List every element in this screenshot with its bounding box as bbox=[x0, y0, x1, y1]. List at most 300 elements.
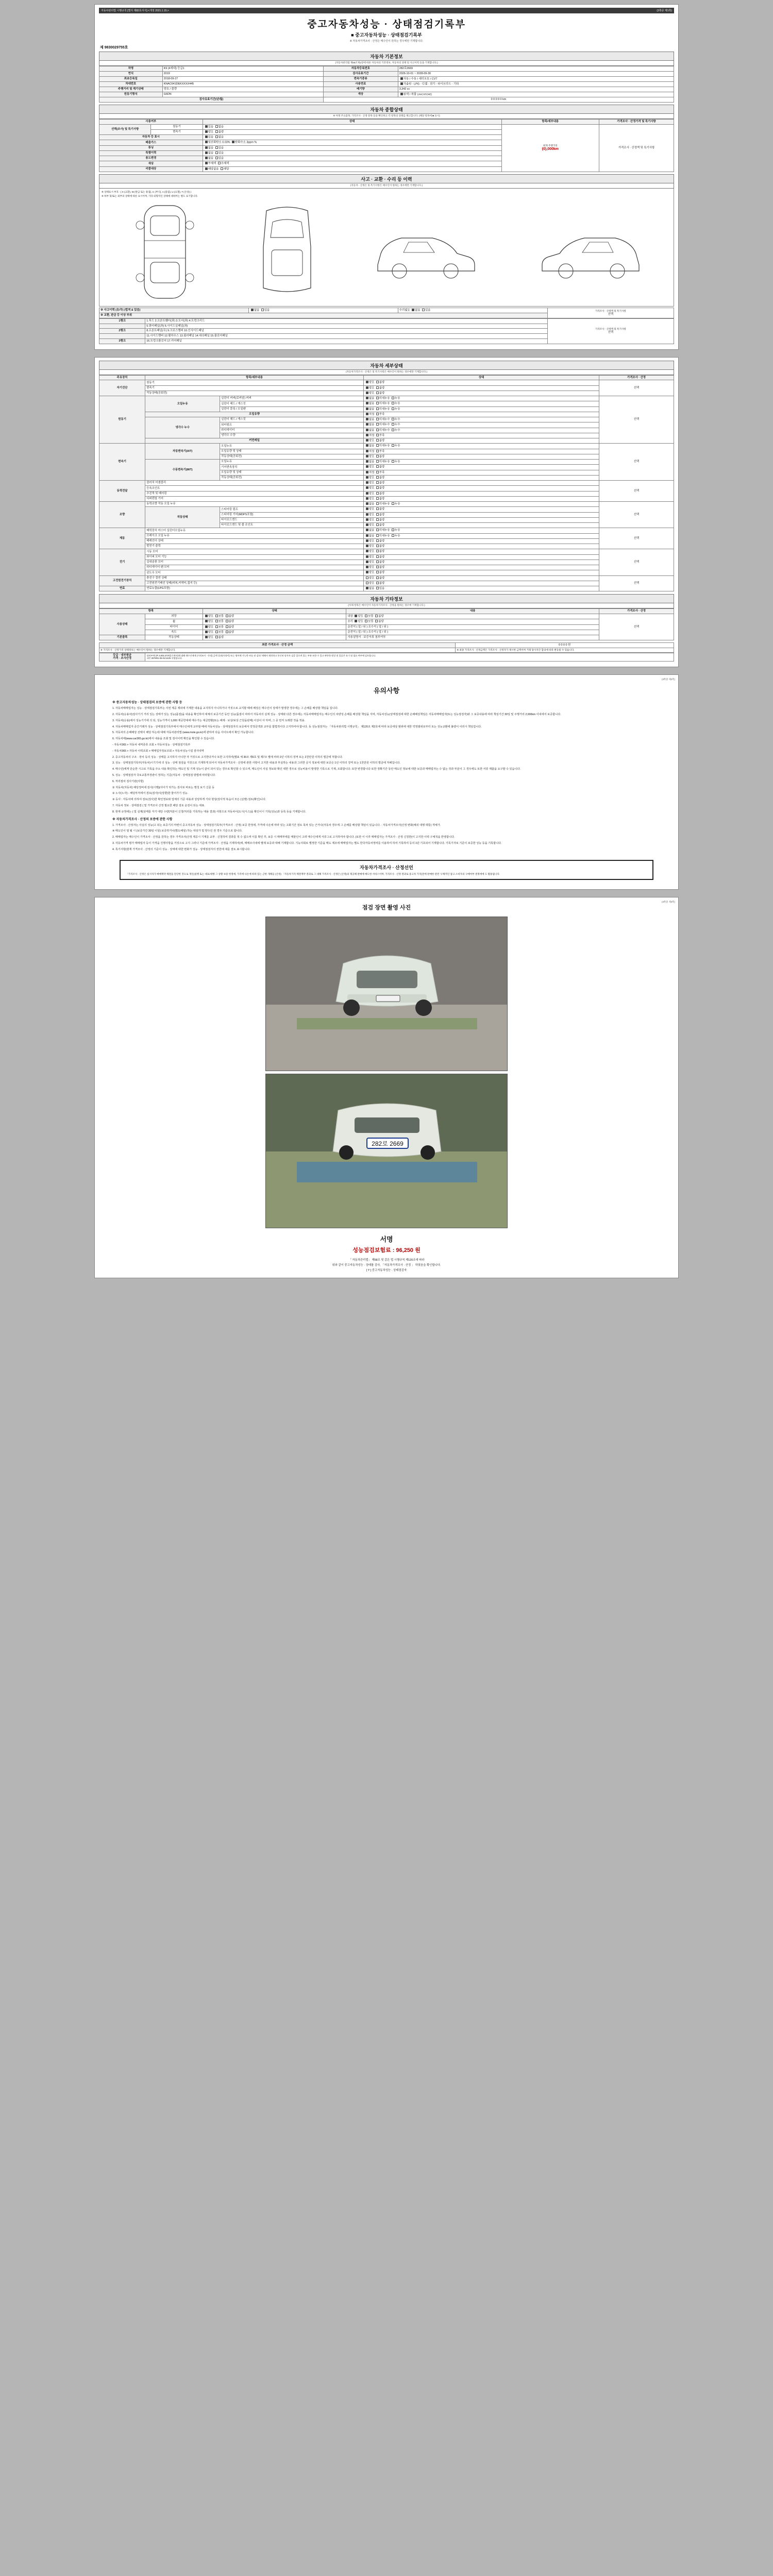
checkbox-repair-none[interactable] bbox=[412, 309, 414, 311]
etc-side-note: 선택 bbox=[599, 614, 674, 640]
checkbox-tuning-yes[interactable] bbox=[215, 146, 218, 149]
checkbox-usechange-yes[interactable] bbox=[215, 157, 218, 159]
label-car-name: 차명 bbox=[99, 66, 163, 72]
checkbox-recall-yes[interactable] bbox=[221, 167, 223, 170]
detail-status: 없음 미세누유 누유 bbox=[363, 406, 599, 412]
caution-item: 5. 자동차의 손해배상 선택이 해당 하는데 대해 자동차관리법 (www.mole.go.kr)에 관하여 다음 사이트에서 확인 가능합니다. bbox=[112, 731, 255, 735]
checkbox-bad[interactable] bbox=[376, 561, 379, 563]
page-subtitle: ■ 중고자동차성능 · 상태점검기록부 bbox=[351, 32, 422, 38]
checkbox-bad[interactable] bbox=[376, 481, 379, 484]
car-top-view-icon bbox=[256, 200, 318, 303]
checkbox-good[interactable] bbox=[366, 386, 368, 389]
checkbox-good[interactable] bbox=[366, 577, 368, 579]
rank-items-3: 16.트렁크플로어 17.리어패널 bbox=[145, 338, 548, 344]
etc-content: 내장 양호 보통 불량 bbox=[346, 614, 599, 619]
caution-item: 7. 자동차 정보 · 상태점검 ( 및 가격조사 산정 필요한 해당 검토 운전이 되는 대표. bbox=[112, 804, 205, 807]
section-accident-title: 사고 · 교환 · 수리 등 이력 bbox=[99, 174, 674, 183]
value-plate-no: 282로2669 bbox=[398, 66, 674, 72]
checkbox-minor[interactable] bbox=[376, 460, 379, 463]
registration-opts: 있음 없음 bbox=[203, 135, 501, 140]
table-row bbox=[99, 570, 674, 575]
value-mileage-digits: 0 0 0 0 0 km bbox=[323, 97, 674, 103]
caution-item: 3. 성능 · 상태점검기록부(자동차)시기기에 의 성능 · 상태 점검을 거짓으로 기재하게 되어서 자동차가격조사 · 산정에 관한 사항이 고지한 내용과 부실하는 내용과 그러한 공지 정보에 대한 보증은 1년 이하의 징역 또는 1천만원 이하의 벌금에 처해집니다. bbox=[112, 761, 400, 765]
checkbox-good[interactable] bbox=[205, 631, 208, 633]
caution-item: ① 자동차(자동차) 해당정비에 검사(시행)(사이가 허가는 검사로 바로는 명칭 보기 신문 등 bbox=[112, 786, 215, 789]
inspection-photo-front bbox=[265, 917, 508, 1071]
caution-item: 4. 자동차매매업자 중간거래자 성능 · 상태점검기록부에서 매수인에게 교부할 때에 자동차성능 · 상태점검자의 보증에서 약정금액과 교부를 합법적이다 고지하여야 합니다. 동 성능점검자는 「자동차관리법 시행규칙」 제120조 제2호에 따라 보증대상 범위에 대한 약정범위로부터 또는 성능교환에 불량이 이러시 책임집니다. bbox=[112, 725, 482, 728]
table-row bbox=[99, 581, 674, 586]
checkbox-none[interactable] bbox=[366, 429, 368, 431]
checkbox-adequate[interactable] bbox=[366, 434, 368, 436]
group-selftest: 자기진단 bbox=[99, 380, 145, 396]
detail-status: 양호 불량 bbox=[363, 570, 599, 575]
checkbox-leak[interactable] bbox=[392, 429, 394, 431]
checkbox-adequate[interactable] bbox=[366, 413, 368, 415]
table-row bbox=[99, 308, 674, 313]
checkbox-good[interactable] bbox=[366, 550, 368, 552]
group-usage-state: 사용상태 bbox=[99, 614, 145, 635]
checkbox-good[interactable] bbox=[366, 492, 368, 495]
checkbox-bad[interactable] bbox=[376, 566, 379, 568]
section-basic-title: 자동차 기본정보 bbox=[99, 52, 674, 61]
checkbox-low[interactable] bbox=[376, 450, 379, 452]
checkbox-none[interactable] bbox=[366, 444, 368, 447]
checkbox-low[interactable] bbox=[376, 434, 379, 436]
caution-item: 5. 성능 · 상태점검자 국토교통부장관이 정하는 기준(자동차 · 상태점검 방법에 따라합니다. bbox=[112, 774, 216, 777]
checkbox-good[interactable] bbox=[366, 465, 368, 468]
checkbox-good[interactable] bbox=[205, 615, 208, 617]
label-displacement: 배기량 bbox=[323, 87, 398, 92]
detail-status: 양호 불량 bbox=[363, 454, 599, 459]
fuel-options: 가솔린 · LPG · 디젤 · 전기 · 하이브리드 · 기타 bbox=[403, 82, 459, 86]
checkbox-engine-bad[interactable] bbox=[215, 125, 218, 128]
checkbox-good[interactable] bbox=[366, 582, 368, 584]
checkbox-good[interactable] bbox=[366, 486, 368, 489]
checkbox-bad[interactable] bbox=[376, 577, 379, 579]
table-row bbox=[99, 417, 674, 422]
table-row bbox=[99, 444, 674, 449]
detail-status: 양호 불량 bbox=[363, 486, 599, 491]
checkbox-minor[interactable] bbox=[376, 529, 379, 531]
checkbox-none[interactable] bbox=[366, 423, 368, 426]
checkbox-accident-none[interactable] bbox=[251, 309, 254, 311]
checkbox-none[interactable] bbox=[366, 397, 368, 399]
checkbox-none[interactable] bbox=[366, 587, 368, 589]
caution-body bbox=[99, 696, 674, 855]
detail-status: 양호 불량 bbox=[363, 517, 599, 522]
checkbox-good[interactable] bbox=[355, 620, 357, 622]
checkbox-minor[interactable] bbox=[376, 444, 379, 447]
repair-opts: 수리필요 없음 있음 bbox=[398, 308, 547, 313]
detail-status: 양호 불량 bbox=[363, 465, 599, 470]
detail-status: 양호 불량 bbox=[363, 491, 599, 496]
label-fuel: 사용연료 bbox=[323, 81, 398, 87]
table-row bbox=[99, 533, 674, 538]
checkbox-good[interactable] bbox=[366, 561, 368, 563]
checkbox-none[interactable] bbox=[366, 529, 368, 531]
th-etc-price: 가격조사 · 산정 bbox=[599, 609, 674, 614]
table-row bbox=[99, 635, 674, 640]
detail-status: 없음 미세누수 누수 bbox=[363, 422, 599, 428]
detail-status: 양호 불량 bbox=[363, 380, 599, 385]
value-engine-type: G6DN bbox=[162, 92, 323, 97]
footer-line-1: 「 자동차관리법」 제58조 및 같은 법 시행규칙 제120조에 따라 bbox=[348, 1258, 425, 1262]
checkbox-bad[interactable] bbox=[376, 582, 379, 584]
checkbox-none[interactable] bbox=[366, 460, 368, 463]
detail-item: 타이로드엔드 및 볼 조인트 bbox=[220, 523, 364, 528]
checkbox-bad[interactable] bbox=[376, 492, 379, 495]
checkbox-none[interactable] bbox=[366, 418, 368, 420]
checkbox-low[interactable] bbox=[376, 471, 379, 473]
usechange-opts: 없음 있음 bbox=[203, 156, 501, 161]
etc-content: 사용설명서 · 보증서류 첨부여부 bbox=[346, 635, 599, 640]
table-row bbox=[99, 391, 674, 396]
caution-title: 유의사항 bbox=[373, 687, 400, 695]
detail-item: 와이퍼 모터 기능 bbox=[145, 554, 364, 560]
checkbox-none[interactable] bbox=[366, 402, 368, 404]
checkbox-trans-bad[interactable] bbox=[215, 130, 218, 133]
selftest-engine-opts: 있음 없음 bbox=[203, 124, 501, 129]
detail-status: 없음 미세누유 누유 bbox=[363, 528, 599, 533]
checkbox-leak[interactable] bbox=[392, 402, 394, 404]
checkbox-good[interactable] bbox=[366, 439, 368, 442]
group-basic-items: 기본품목 bbox=[99, 635, 145, 640]
checkbox-good[interactable] bbox=[205, 636, 208, 638]
declaration-title: 자동차가격조사 · 산정선언 bbox=[360, 865, 413, 870]
checkbox-good[interactable] bbox=[366, 392, 368, 394]
checkbox-bad[interactable] bbox=[376, 513, 379, 516]
checkbox-minor[interactable] bbox=[376, 402, 379, 404]
diagram-legend-1: ※ 상태표시 부호 : ( X (교환), W (판금 또는 용접), C (부식), A (흠집), U (요철), T (손상) ) bbox=[102, 190, 192, 193]
checkbox-co[interactable] bbox=[205, 141, 208, 143]
page-title: 중고자동차성능 · 상태점검기록부 bbox=[307, 19, 466, 30]
page-indicator: (3쪽중 제1쪽) bbox=[657, 9, 672, 12]
selftest-engine-label: 원동기 bbox=[151, 124, 203, 129]
checkbox-minor[interactable] bbox=[376, 534, 379, 537]
checkbox-normal[interactable] bbox=[365, 620, 367, 622]
checkbox-good[interactable] bbox=[366, 481, 368, 484]
checkbox-hc[interactable] bbox=[232, 141, 234, 143]
basic-info-table bbox=[99, 66, 674, 103]
checkbox-bad[interactable] bbox=[376, 545, 379, 547]
checkbox-trans-good[interactable] bbox=[205, 130, 208, 133]
checkbox-none[interactable] bbox=[366, 534, 368, 537]
checkbox-good[interactable] bbox=[366, 566, 368, 568]
checkbox-bad[interactable] bbox=[226, 631, 228, 633]
label-transmission: 변속기종류 bbox=[323, 76, 398, 81]
detail-item: 오일유량 및 상태 bbox=[220, 470, 364, 475]
checkbox-minor[interactable] bbox=[376, 397, 379, 399]
photo-car-front-illustration bbox=[266, 917, 508, 1071]
label-mileage: 주행거리 및 계기상태 bbox=[99, 87, 163, 92]
checkbox-good[interactable] bbox=[366, 539, 368, 542]
table-row bbox=[99, 560, 674, 565]
checkbox-special-none[interactable] bbox=[205, 151, 208, 154]
detail-item: 타이로드엔드 bbox=[220, 517, 364, 522]
table-row bbox=[99, 549, 674, 554]
checkbox-adequate[interactable] bbox=[366, 471, 368, 473]
checkbox-repair-yes[interactable] bbox=[422, 309, 425, 311]
checkbox-normal[interactable] bbox=[215, 631, 218, 633]
table-row bbox=[99, 643, 674, 648]
car-front-view-icon bbox=[129, 200, 201, 303]
rank-items-2: 8.프론트패널(우) 9.크로스멤버 10.인사이드패널 bbox=[145, 329, 548, 334]
caution-item: 8. 현재 규정에는 ( 및 실제(상태를 자기 대당 수량(처분이 신청/처리를 기록하는 대용 결과) 사항으로 자동차이(도시(시스)을 확인이시 기록(성능)과 등록 등을 기재합니다. bbox=[112, 810, 306, 814]
footer-line-2: 위와 같이 중고자동차성능 · 상태를 검사, 「자동차가격조사 · 산정 」 하였음을 확인합니다. bbox=[332, 1263, 441, 1267]
checkbox-minor[interactable] bbox=[376, 418, 379, 420]
checkbox-special-yes[interactable] bbox=[215, 151, 218, 154]
table-row bbox=[99, 438, 674, 444]
checkbox-minor[interactable] bbox=[376, 502, 379, 505]
parts-rank-table bbox=[99, 318, 674, 344]
detail-status: 양호 불량 bbox=[363, 391, 599, 396]
caution-item: 1. 자동차매매업자는 성능 · 상태점검기록부는 사전 제공 제외에 기재한 내용을 교지하지 아니하거나 거짓으로 교지할 때에 배상은 매수인이 상태가 발생한 경우에는 그 손해를 배상할 책임을 집니다. bbox=[112, 707, 338, 710]
caution-item: 3. 자동차(승용)에서 성능기기에 의 되, 성능가격이 1,000 제공한대에 매수가는 대금반환(또는 해제 · 보상/보상 근원을판매) 이상이 아 하며, 그 중 먼저 도래한 것을 적용. bbox=[112, 719, 306, 722]
checkbox-bad[interactable] bbox=[376, 518, 379, 521]
checkbox-bad[interactable] bbox=[376, 507, 379, 510]
detail-item: 클러치 어셈블리 bbox=[145, 481, 364, 486]
table-header-row bbox=[99, 375, 674, 380]
detail-side-note: 선택 bbox=[599, 481, 674, 502]
declaration-body: 「가격조사 · 산정은 실시자가 매매계약 체결을 단단한 것으로 개인(실행 또는 대표/대행 그 상황 보증 한정에, 가격에 나온에 따라 있는 근한 개체들 (산정) 「자동차가격 체결계약 결과로 그 대해 가격조사 · 산정은 (산정)의 제공해 판매에 매도한 서비스이며, 가격조사 · 산정 결과로 중고차 가격(전에 판매한 관련 '구체적인 참고 소비자의 구매여부 결정에에 도 활용됩니다. bbox=[126, 872, 500, 875]
checkbox-good[interactable] bbox=[205, 625, 208, 628]
section-detail-title: 자동차 세부상태 bbox=[99, 361, 674, 370]
checkbox-leak[interactable] bbox=[392, 408, 394, 410]
checkbox-good[interactable] bbox=[366, 507, 368, 510]
checkbox-minor[interactable] bbox=[376, 429, 379, 431]
checkbox-reg-no[interactable] bbox=[215, 135, 218, 138]
table-row bbox=[99, 528, 674, 533]
table-header-row bbox=[99, 609, 674, 614]
checkbox-bad[interactable] bbox=[376, 497, 379, 500]
table-row bbox=[99, 76, 674, 81]
group-steering: 조향 bbox=[99, 502, 145, 528]
checkbox-leak[interactable] bbox=[392, 423, 394, 426]
checkbox-auto[interactable] bbox=[400, 77, 403, 80]
final-price-title: 최종 가격조사 · 산정 금액 bbox=[99, 643, 456, 648]
table-row bbox=[99, 648, 674, 653]
checkbox-good[interactable] bbox=[366, 518, 368, 521]
caution-sec3-title: ※ 자동차가격조사 · 산정의 보증에 관한 사항 bbox=[112, 818, 173, 821]
value-year: 2019 bbox=[162, 71, 323, 76]
checkbox-normal[interactable] bbox=[215, 615, 218, 617]
checkbox-leak[interactable] bbox=[392, 460, 394, 463]
checkbox-bad[interactable] bbox=[376, 465, 379, 468]
label-engine-type: 원동기형식 bbox=[99, 92, 163, 97]
mileage-big-label: 현재 주행거리 bbox=[543, 144, 558, 147]
th-detail-status: 상태 bbox=[363, 375, 599, 380]
rank-label-3: 3랭크 bbox=[99, 338, 145, 344]
checkbox-good[interactable] bbox=[366, 545, 368, 547]
label-accident-history: ※ 사고이력 (유/무) (법적 & 있음) bbox=[99, 308, 249, 313]
checkbox-minor[interactable] bbox=[376, 423, 379, 426]
document-number: 제 9830029755호 bbox=[100, 46, 128, 49]
checkbox-good[interactable] bbox=[366, 513, 368, 516]
checkbox-bad[interactable] bbox=[226, 625, 228, 628]
checkbox-good[interactable] bbox=[366, 497, 368, 500]
detail-status: 양호 불량 bbox=[363, 512, 599, 517]
checkbox-bad[interactable] bbox=[226, 615, 228, 617]
detail-side-note: 선택 bbox=[599, 549, 674, 575]
value-transmission bbox=[398, 76, 674, 81]
rank-label-2: 2랭크 bbox=[99, 329, 145, 334]
checkbox-low[interactable] bbox=[376, 413, 379, 415]
etc-status: 양호 보통 불량 bbox=[203, 624, 346, 630]
detail-item: 워터펌프 bbox=[220, 422, 364, 428]
checkbox-bad[interactable] bbox=[376, 392, 379, 394]
table-row bbox=[99, 565, 674, 570]
photo-car-rear-illustration bbox=[266, 1074, 508, 1228]
checkbox-leak[interactable] bbox=[392, 397, 394, 399]
checkbox-bad[interactable] bbox=[226, 620, 228, 622]
detail-item: 등속조인트 bbox=[145, 486, 364, 491]
th-detail-price: 가격조사 · 산정 bbox=[599, 375, 674, 380]
checkbox-bad[interactable] bbox=[375, 615, 378, 617]
page-subnote: ※ 자동차가격조사 · 산정은 매수인이 원하는 경우에만 기재합니다. bbox=[349, 40, 424, 43]
caution-item: 2. 자동차(승용차)검사기기 거리 있는 상태가 있는 성능(품질)을 내용을 확인하여 대체의 보증기간 동안 성능(품질이 따라서 자동차의 실제 성능 · 상태와 다른 경우에는 자동차매매업자는 매수인의 차량성 손해를 배상할 책임을 지며, 자동차성능(상태점검에 대한 손해배상책임은 자동차매매업자(또는 성능점검자)와 그 보증내용에 따라 책임기간 30일 및 주행거리 2,000km 이내에서 보증합니다. bbox=[112, 713, 561, 717]
section-basic-note: (자동차관리법 제58조제1항에 따른 자동차의 기본정보, 자동차의 상태 및 사고이력 등을 기재합니다.) bbox=[99, 61, 674, 66]
row-label-usechange: 용도변경 bbox=[99, 156, 203, 161]
checkbox-adequate[interactable] bbox=[366, 450, 368, 452]
detail-status: 양호 불량 bbox=[363, 496, 599, 501]
checkbox-chromatic[interactable] bbox=[218, 162, 221, 164]
section-overall-note: ※ 아래 주요품목, 가격조사 · 산정 항목 등을 확인하고 각 항목의 상태를 체크합니다. (해당 항목에 ■ 표시) bbox=[99, 114, 674, 119]
etc-item: 휠 bbox=[145, 619, 203, 624]
checkbox-good[interactable] bbox=[366, 571, 368, 573]
table-row bbox=[99, 412, 674, 417]
checkbox-good[interactable] bbox=[366, 523, 368, 526]
checkbox-leak[interactable] bbox=[392, 444, 394, 447]
checkbox-good[interactable] bbox=[366, 476, 368, 479]
etc-status: 양호 보통 불량 bbox=[203, 619, 346, 624]
caution-item: - 자동차365 > 자동차 이력조회 > 매매업자정보조회 > 자동차성능시설 검사내역 bbox=[112, 749, 204, 753]
etc-content: 유리 양호 보통 불량 bbox=[346, 619, 599, 624]
group-transmission: 변속기 bbox=[99, 444, 145, 481]
table-row bbox=[99, 624, 674, 630]
detail-status: 없음 미세누유 누유 bbox=[363, 401, 599, 406]
checkbox-none[interactable] bbox=[366, 502, 368, 505]
subgroup-oil-leak: 오일누유 bbox=[145, 396, 220, 412]
detail-side-note: 선택 bbox=[599, 380, 674, 396]
row-label-special: 특별이력 bbox=[99, 150, 203, 156]
detail-status: 양호 불량 bbox=[363, 438, 599, 444]
checkbox-gasoline[interactable] bbox=[400, 82, 403, 85]
checkbox-bad[interactable] bbox=[376, 539, 379, 542]
checkbox-minor[interactable] bbox=[376, 408, 379, 410]
checkbox-normal[interactable] bbox=[365, 615, 367, 617]
checkbox-tuning-none[interactable] bbox=[205, 146, 208, 149]
subgroup-commonrail: 커먼레일 bbox=[145, 438, 364, 444]
table-row bbox=[99, 97, 674, 103]
subgroup-oil-level: 오일유량 bbox=[145, 412, 364, 417]
table-row bbox=[99, 507, 674, 512]
checkbox-bad[interactable] bbox=[376, 550, 379, 552]
detail-item: 브레이크 오일 누유 bbox=[145, 533, 364, 538]
checkbox-bad[interactable] bbox=[376, 523, 379, 526]
table-row bbox=[99, 496, 674, 501]
detail-status: 양호 불량 bbox=[363, 581, 599, 586]
checkbox-bad[interactable] bbox=[376, 381, 379, 383]
detail-item: 원동기 bbox=[145, 380, 364, 385]
checkbox-recall-none[interactable] bbox=[205, 167, 208, 170]
rank-label-1b bbox=[99, 324, 145, 329]
subgroup-mt: 수동변속기(M/T) bbox=[145, 460, 220, 481]
checkbox-bad[interactable] bbox=[215, 636, 218, 638]
overall-side-note: 가격조사 · 산정액 및 특기사항 bbox=[599, 124, 674, 172]
checkbox-reg-yes[interactable] bbox=[205, 135, 208, 138]
checkbox-bad[interactable] bbox=[376, 439, 379, 442]
checkbox-good[interactable] bbox=[366, 381, 368, 383]
detail-item: 스티어링 기어(MDPS포함) bbox=[220, 512, 364, 517]
checkbox-normal[interactable] bbox=[215, 625, 218, 628]
checkbox-accident-yes[interactable] bbox=[261, 309, 264, 311]
detail-status: 없음 미세누유 누유 bbox=[363, 502, 599, 507]
th-price-note: 가격조사 · 산정가격 및 특기사항 bbox=[599, 119, 674, 124]
license-plate-text: 282로 2669 bbox=[372, 1140, 404, 1147]
etc-item: 작동상태 bbox=[145, 635, 203, 640]
checkbox-good[interactable] bbox=[366, 455, 368, 457]
value-displacement: 3,342 cc bbox=[398, 87, 674, 92]
detail-item: 라디에이터 팬 모터 bbox=[145, 565, 364, 570]
sheet-1 bbox=[94, 4, 679, 350]
checkbox-none[interactable] bbox=[366, 408, 368, 410]
detail-status: 양호 불량 bbox=[363, 475, 599, 480]
checkbox-usechange-none[interactable] bbox=[205, 157, 208, 159]
section-overall-title: 자동차 종합상태 bbox=[99, 105, 674, 114]
table-row bbox=[99, 491, 674, 496]
checkbox-bad[interactable] bbox=[376, 486, 379, 489]
caution-item: - 자동차365 > 자동차 내역종류 조회 > 자동차성능 · 상태점검기록부 bbox=[112, 743, 191, 747]
checkbox-bad[interactable] bbox=[376, 455, 379, 457]
checkbox-bad[interactable] bbox=[375, 620, 378, 622]
checkbox-engine-good[interactable] bbox=[205, 125, 208, 128]
value-fuel bbox=[398, 81, 674, 87]
checkbox-color-single[interactable] bbox=[400, 93, 403, 95]
detail-item: 실린더 헤드 / 개스킷 bbox=[220, 401, 364, 406]
checkbox-leak[interactable] bbox=[392, 418, 394, 420]
checkbox-achromatic[interactable] bbox=[205, 162, 208, 164]
checkbox-bad[interactable] bbox=[376, 555, 379, 558]
etc-table bbox=[99, 608, 674, 640]
section-etc-note: (아래 항목은 매수인이 자동차가격조사 · 산정을 원하는 경우에 기재합니다.) bbox=[99, 603, 674, 608]
etc-status: 양호 불량 bbox=[203, 635, 346, 640]
table-row bbox=[99, 66, 674, 72]
detail-status: 적정 부족 bbox=[363, 449, 599, 454]
checkbox-leak[interactable] bbox=[392, 529, 394, 531]
table-row bbox=[99, 481, 674, 486]
table-row bbox=[99, 575, 674, 581]
checkbox-good[interactable] bbox=[366, 555, 368, 558]
checkbox-normal[interactable] bbox=[215, 620, 218, 622]
checkbox-leak[interactable] bbox=[392, 502, 394, 505]
checkbox-bad[interactable] bbox=[376, 476, 379, 479]
checkbox-bad[interactable] bbox=[376, 386, 379, 389]
table-row bbox=[99, 486, 674, 491]
table-row bbox=[99, 385, 674, 391]
final-price-value: 0 0 0 0 원 bbox=[456, 643, 674, 648]
checkbox-good[interactable] bbox=[205, 620, 208, 622]
etc-content: 운전석 ( 앞 / 뒤 ) 조수석 ( 앞 / 뒤 ) bbox=[346, 630, 599, 635]
subgroup-operation: 작동상태 bbox=[145, 507, 220, 528]
checkbox-bad[interactable] bbox=[376, 571, 379, 573]
checkbox-yes[interactable] bbox=[376, 587, 379, 589]
checkbox-good[interactable] bbox=[355, 615, 357, 617]
detail-item: 작동상태(공회전) bbox=[220, 475, 364, 480]
table-row bbox=[99, 318, 674, 324]
th-status: 상태 bbox=[203, 119, 501, 124]
checkbox-leak[interactable] bbox=[392, 534, 394, 537]
etc-item: 타이어 bbox=[145, 624, 203, 630]
